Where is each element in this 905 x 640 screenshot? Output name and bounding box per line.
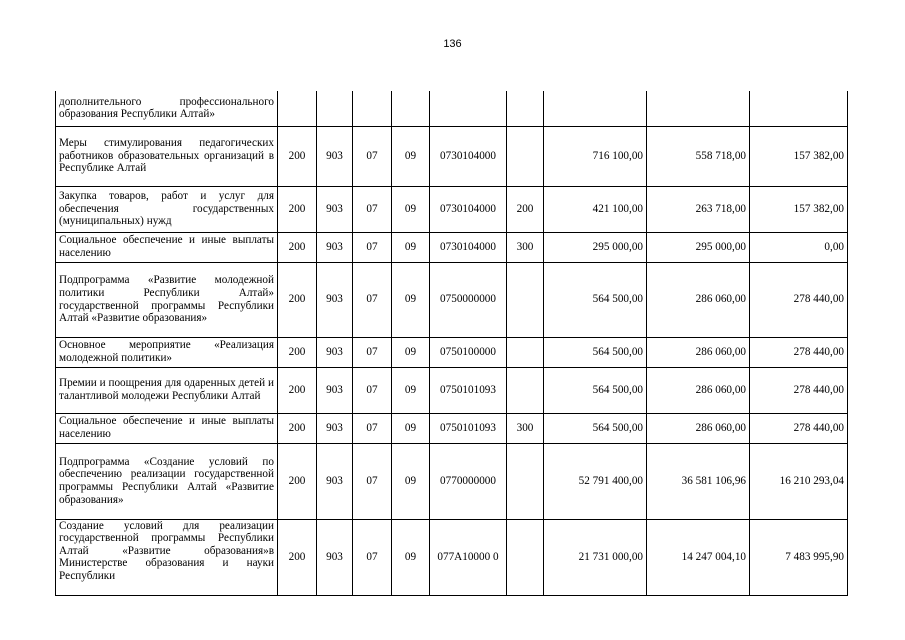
cell-sum-3: 7 483 995,90: [750, 519, 848, 595]
cell-rz: 07: [353, 413, 392, 443]
cell-csr: 0770000000: [430, 443, 507, 519]
cell-ved: 903: [317, 367, 353, 413]
cell-ved: 903: [317, 519, 353, 595]
cell-sum-1: 716 100,00: [544, 126, 647, 186]
cell-grbs: 200: [278, 367, 317, 413]
cell-csr: [430, 91, 507, 126]
cell-sum-2: [647, 91, 750, 126]
cell-sum-3: 278 440,00: [750, 413, 848, 443]
cell-grbs: 200: [278, 413, 317, 443]
cell-sum-1: 564 500,00: [544, 262, 647, 337]
cell-rz: 07: [353, 367, 392, 413]
cell-grbs: 200: [278, 337, 317, 367]
cell-grbs: 200: [278, 126, 317, 186]
cell-pr: [392, 91, 430, 126]
table-row: [56, 413, 848, 443]
cell-csr: 077A10000 0: [430, 519, 507, 595]
row-name: Меры стимулирования педагогических работников образовательных организаций в Республике Алтай: [56, 126, 278, 186]
cell-ved: 903: [317, 413, 353, 443]
cell-grbs: 200: [278, 232, 317, 262]
row-name: Социальное обеспечение и иные выплаты населению: [56, 413, 278, 443]
cell-csr: 0750101093: [430, 413, 507, 443]
cell-sum-2: 295 000,00: [647, 232, 750, 262]
row-name: Подпрограмма «Создание условий по обеспечению реализации государственной программы Республики Алтай «Развитие образования»: [56, 443, 278, 519]
cell-pr: 09: [392, 443, 430, 519]
cell-ved: 903: [317, 337, 353, 367]
cell-sum-2: 286 060,00: [647, 413, 750, 443]
cell-sum-2: 286 060,00: [647, 337, 750, 367]
table-row: [56, 337, 848, 367]
cell-vr: [507, 519, 544, 595]
cell-rz: 07: [353, 232, 392, 262]
cell-pr: 09: [392, 126, 430, 186]
cell-sum-3: 157 382,00: [750, 126, 848, 186]
cell-sum-3: 278 440,00: [750, 262, 848, 337]
cell-sum-1: 564 500,00: [544, 337, 647, 367]
cell-csr: 0750100000: [430, 337, 507, 367]
cell-rz: 07: [353, 337, 392, 367]
cell-pr: 09: [392, 413, 430, 443]
cell-pr: 09: [392, 232, 430, 262]
cell-rz: 07: [353, 519, 392, 595]
cell-ved: 903: [317, 126, 353, 186]
cell-ved: 903: [317, 232, 353, 262]
cell-pr: 09: [392, 519, 430, 595]
row-name: Создание условий для реализации государственной программы Республики Алтай «Развитие образования»в Министерстве образования и науки Республики: [56, 519, 278, 595]
cell-csr: 0730104000: [430, 232, 507, 262]
cell-ved: 903: [317, 186, 353, 232]
table-row: [56, 519, 848, 595]
cell-grbs: 200: [278, 443, 317, 519]
cell-sum-1: 564 500,00: [544, 367, 647, 413]
cell-grbs: 200: [278, 262, 317, 337]
cell-rz: 07: [353, 186, 392, 232]
table-row: [56, 367, 848, 413]
row-name: Социальное обеспечение и иные выплаты населению: [56, 232, 278, 262]
cell-sum-1: 52 791 400,00: [544, 443, 647, 519]
row-name: Премии и поощрения для одаренных детей и талантливой молодежи Республики Алтай: [56, 367, 278, 413]
cell-pr: 09: [392, 367, 430, 413]
cell-sum-3: 16 210 293,04: [750, 443, 848, 519]
table-row: [56, 443, 848, 519]
cell-sum-1: [544, 91, 647, 126]
cell-sum-1: 564 500,00: [544, 413, 647, 443]
cell-rz: [353, 91, 392, 126]
cell-sum-2: 36 581 106,96: [647, 443, 750, 519]
cell-vr: [507, 367, 544, 413]
cell-vr: 300: [507, 413, 544, 443]
cell-vr: 300: [507, 232, 544, 262]
row-name: Основное мероприятие «Реализация молодежной политики»: [56, 337, 278, 367]
cell-sum-3: 278 440,00: [750, 337, 848, 367]
row-name: Подпрограмма «Развитие молодежной политики Республики Алтай» государственной программы Республики Алтай «Развитие образования»: [56, 262, 278, 337]
cell-sum-3: 0,00: [750, 232, 848, 262]
page-number: 136: [443, 38, 462, 50]
budget-table: [55, 91, 848, 596]
table-row: [56, 91, 848, 126]
cell-sum-2: 286 060,00: [647, 367, 750, 413]
table-row: [56, 232, 848, 262]
cell-grbs: 200: [278, 519, 317, 595]
cell-vr: [507, 443, 544, 519]
cell-sum-3: 157 382,00: [750, 186, 848, 232]
cell-sum-2: 14 247 004,10: [647, 519, 750, 595]
cell-ved: 903: [317, 262, 353, 337]
table-row: [56, 126, 848, 186]
cell-vr: 200: [507, 186, 544, 232]
cell-vr: [507, 126, 544, 186]
cell-grbs: 200: [278, 186, 317, 232]
table-row: [56, 262, 848, 337]
cell-sum-1: 421 100,00: [544, 186, 647, 232]
cell-csr: 0730104000: [430, 126, 507, 186]
cell-ved: [317, 91, 353, 126]
cell-sum-3: 278 440,00: [750, 367, 848, 413]
cell-rz: 07: [353, 443, 392, 519]
cell-sum-2: 558 718,00: [647, 126, 750, 186]
table-row: [56, 186, 848, 232]
cell-ved: 903: [317, 443, 353, 519]
cell-rz: 07: [353, 126, 392, 186]
cell-pr: 09: [392, 186, 430, 232]
cell-sum-1: 21 731 000,00: [544, 519, 647, 595]
cell-pr: 09: [392, 262, 430, 337]
cell-vr: [507, 337, 544, 367]
row-name: дополнительного профессионального образования Республики Алтай»: [56, 91, 278, 126]
cell-rz: 07: [353, 262, 392, 337]
cell-csr: 0750000000: [430, 262, 507, 337]
cell-sum-3: [750, 91, 848, 126]
cell-csr: 0750101093: [430, 367, 507, 413]
cell-vr: [507, 91, 544, 126]
cell-grbs: [278, 91, 317, 126]
cell-sum-1: 295 000,00: [544, 232, 647, 262]
cell-csr: 0730104000: [430, 186, 507, 232]
cell-sum-2: 263 718,00: [647, 186, 750, 232]
cell-sum-2: 286 060,00: [647, 262, 750, 337]
row-name: Закупка товаров, работ и услуг для обеспечения государственных (муниципальных) нужд: [56, 186, 278, 232]
cell-pr: 09: [392, 337, 430, 367]
cell-vr: [507, 262, 544, 337]
